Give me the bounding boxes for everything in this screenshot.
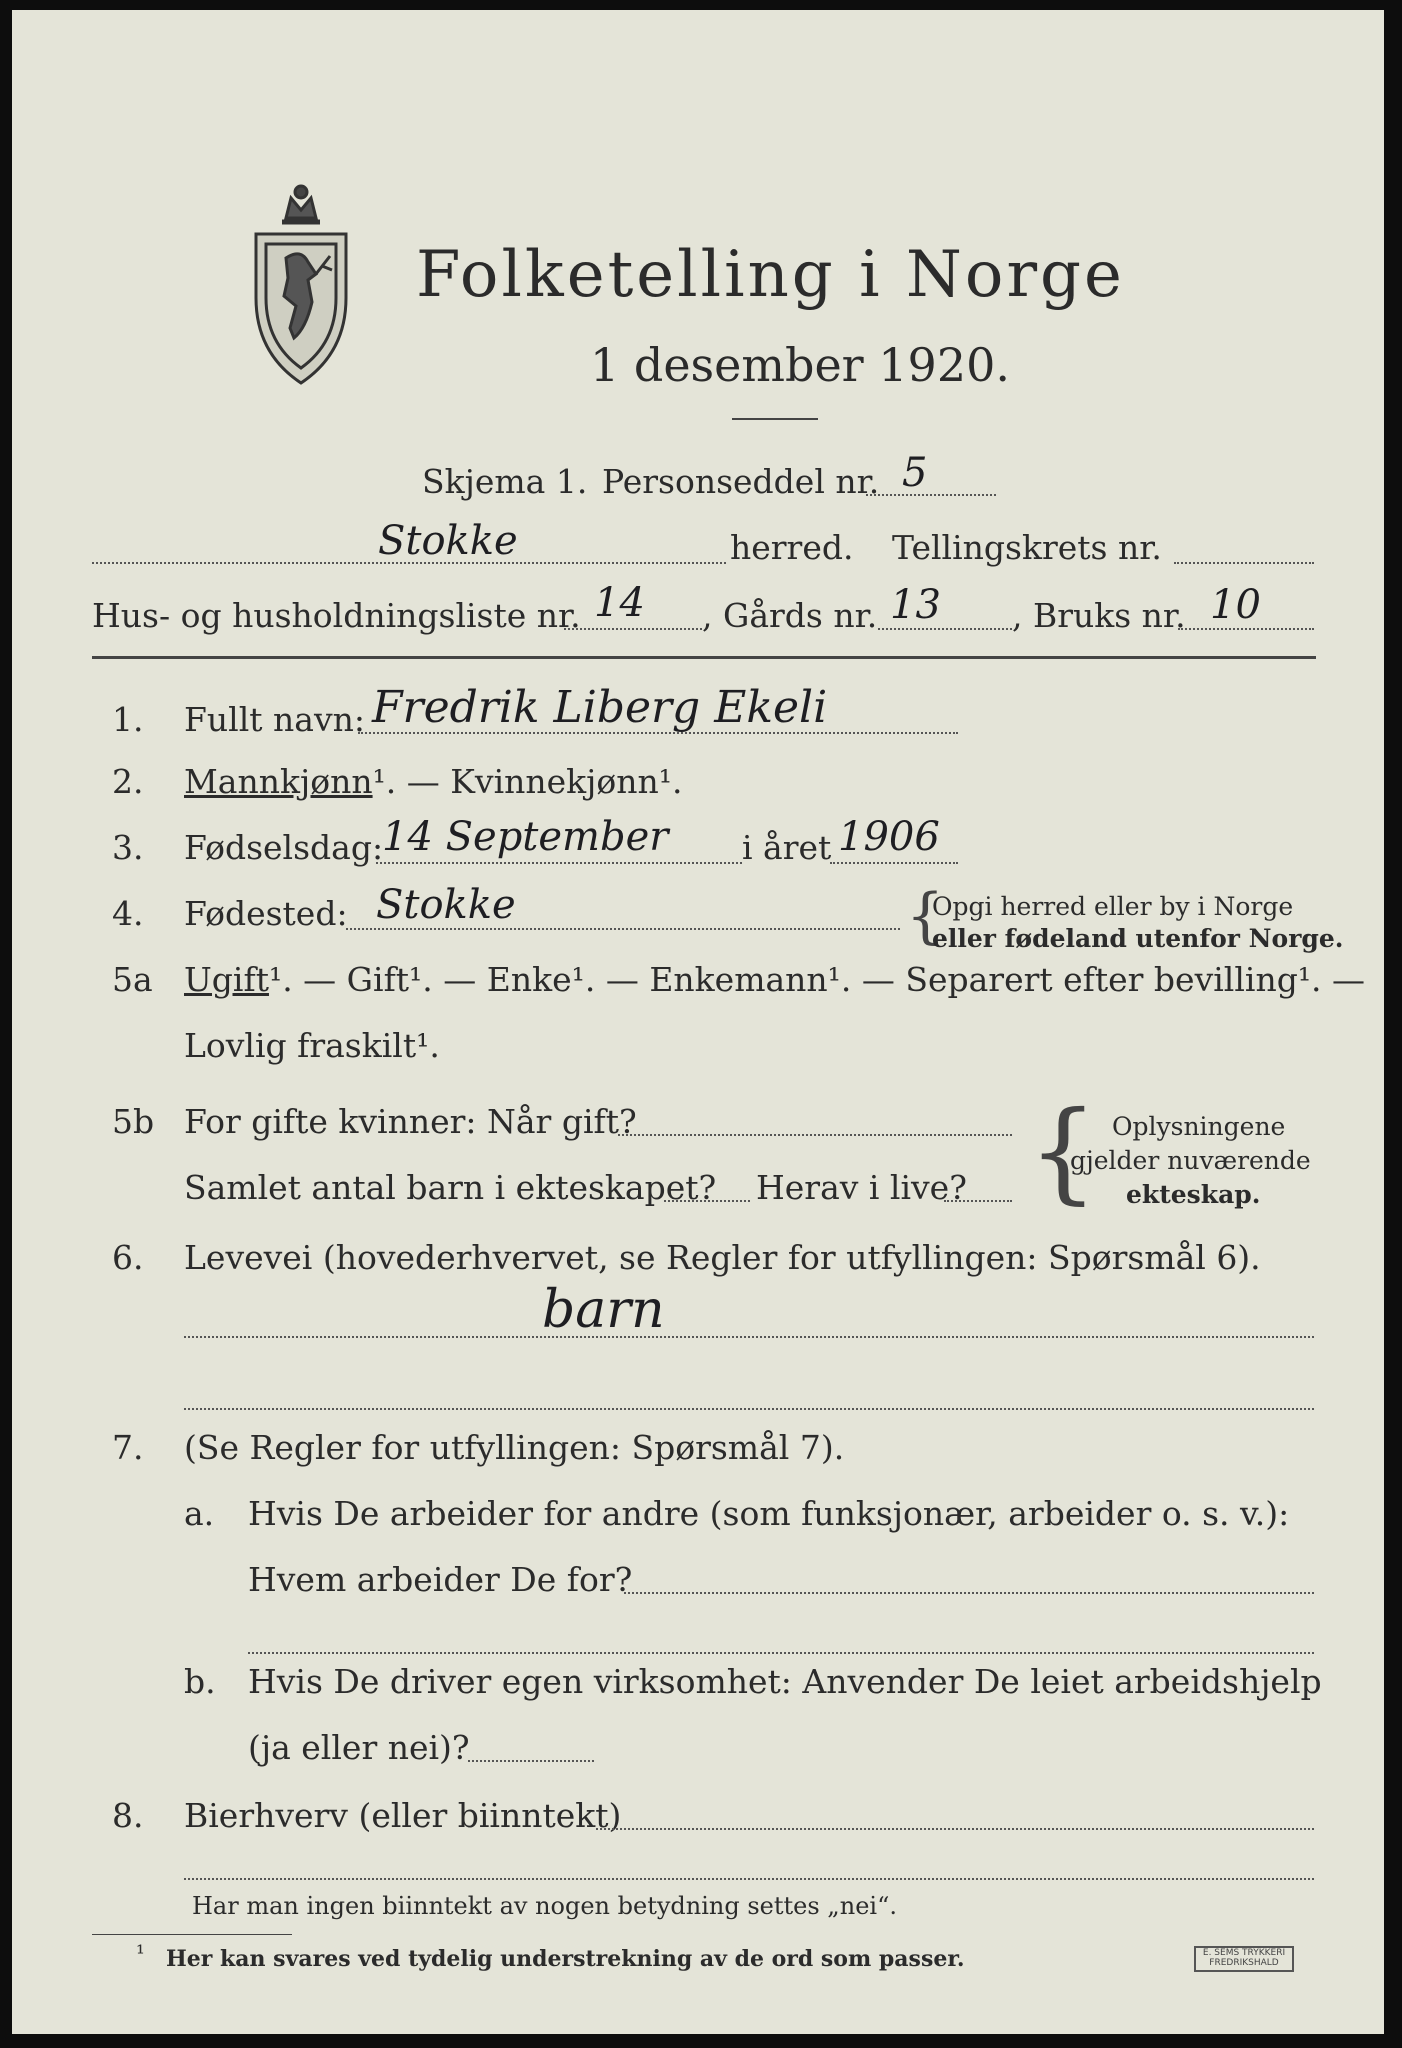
bruks-value: 10 — [1210, 582, 1261, 628]
q2-separator: ¹. — — [372, 762, 451, 801]
census-form-page — [12, 10, 1384, 2034]
q3-label: Fødselsdag: — [184, 828, 384, 867]
q1-value: Fredrik Liberg Ekeli — [372, 682, 828, 733]
personseddel-line — [866, 494, 996, 496]
q4-note-line2: eller fødeland utenfor Norge. — [932, 924, 1344, 953]
form-date: 1 desember 1920. — [590, 338, 1010, 392]
tellingskrets-label: Tellingskrets nr. — [892, 528, 1162, 567]
footnote-text: Her kan svares ved tydelig understrekning av de ord som passer. — [166, 1946, 965, 1972]
header-separator — [92, 656, 1316, 659]
q2-male-option[interactable]: Mannkjønn — [184, 762, 373, 801]
q6-value: barn — [542, 1280, 665, 1340]
norwegian-coat-of-arms-icon — [246, 178, 356, 388]
tellingskrets-line — [1174, 562, 1314, 564]
q7b-line — [468, 1760, 594, 1762]
q5a-options — [184, 960, 1365, 999]
q6-number: 6. — [112, 1238, 144, 1277]
q7b-question: (ja eller nei)? — [248, 1728, 470, 1767]
q6-line2 — [184, 1408, 1314, 1410]
herred-value: Stokke — [378, 518, 518, 564]
q7b-text: Hvis De driver egen virksomhet: Anvender De leiet arbeidshjelp — [248, 1662, 1322, 1701]
q5a-other-options[interactable]: ¹. — Gift¹. — Enke¹. — Enkemann¹. — Separert efter bevilling¹. — — [268, 960, 1366, 999]
q5b-number: 5b — [112, 1102, 155, 1141]
q6-label: Levevei (hovederhvervet, se Regler for utfyllingen: Spørsmål 6). — [184, 1238, 1261, 1277]
q3-number: 3. — [112, 828, 144, 867]
bruks-line — [1178, 628, 1314, 630]
q3-year-value: 1906 — [838, 814, 940, 860]
q4-note-line1: Opgi herred eller by i Norge — [932, 892, 1294, 921]
q7a-letter: a. — [184, 1494, 215, 1533]
q5b-label2: Samlet antal barn i ekteskapet? — [184, 1168, 717, 1207]
q8-line2 — [184, 1878, 1314, 1880]
q5b-note-line2: gjelder nuværende — [1070, 1146, 1311, 1175]
q4-line — [346, 928, 900, 930]
printer-stamp — [1194, 1946, 1294, 1972]
q5a-number: 5a — [112, 960, 153, 999]
q5b-note-line1: Oplysningene — [1112, 1112, 1286, 1141]
footer-note: Har man ingen biinntekt av nogen betydning settes „nei“. — [192, 1892, 897, 1920]
form-title: Folketelling i Norge — [416, 238, 1125, 312]
title-divider — [732, 418, 818, 420]
q2-text — [184, 762, 683, 801]
q6-line1 — [184, 1336, 1314, 1338]
q3-date-value: 14 September — [382, 814, 669, 860]
herred-label: herred. — [730, 528, 854, 567]
q5b-line2 — [664, 1200, 750, 1202]
footer-divider — [92, 1934, 292, 1935]
q7a-text: Hvis De arbeider for andre (som funksjonær, arbeider o. s. v.): — [248, 1494, 1290, 1533]
q8-label: Bierhverv (eller biinntekt) — [184, 1796, 622, 1835]
footnote-number: ¹ — [136, 1942, 145, 1967]
gards-value: 13 — [890, 582, 941, 628]
bruks-label: , Bruks nr. — [1012, 596, 1186, 635]
q5b-note-line3: ekteskap. — [1126, 1180, 1261, 1209]
q3-year-line — [830, 862, 958, 864]
husliste-line — [564, 628, 702, 630]
husliste-label: Hus- og husholdningsliste nr. — [92, 596, 581, 635]
printer-line2: FREDRIKSHALD — [1209, 1958, 1279, 1968]
q5a-line2[interactable]: Lovlig fraskilt¹. — [184, 1026, 440, 1065]
q5a-ugift-option[interactable]: Ugift — [184, 960, 269, 999]
q7a-line1 — [624, 1592, 1314, 1594]
husliste-value: 14 — [594, 580, 645, 626]
q4-label: Fødested: — [184, 894, 348, 933]
q3-date-line — [376, 862, 742, 864]
skjema-label: Skjema 1. — [422, 462, 588, 501]
gards-label: , Gårds nr. — [702, 596, 878, 635]
q4-number: 4. — [112, 894, 144, 933]
q7a-question: Hvem arbeider De for? — [248, 1560, 633, 1599]
q7a-line2 — [248, 1652, 1314, 1654]
q2-female-option[interactable]: Kvinnekjønn¹. — [450, 762, 683, 801]
q5b-note-brace: { — [1028, 1087, 1098, 1215]
printer-line1: E. SEMS TRYKKERI — [1202, 1948, 1286, 1958]
q4-value: Stokke — [376, 882, 516, 928]
personseddel-value: 5 — [902, 450, 928, 496]
q8-line1 — [596, 1828, 1314, 1830]
q5b-line1 — [618, 1134, 1012, 1136]
q1-label: Fullt navn: — [184, 700, 365, 739]
q5b-label1: For gifte kvinner: Når gift? — [184, 1102, 637, 1141]
q1-number: 1. — [112, 700, 144, 739]
gards-line — [878, 628, 1012, 630]
q5b-label3: Herav i live? — [756, 1168, 967, 1207]
q4-note-brace: { — [906, 881, 945, 951]
personseddel-label: Personseddel nr. — [602, 462, 880, 501]
q8-number: 8. — [112, 1796, 144, 1835]
q5b-line3 — [944, 1200, 1012, 1202]
q7-number: 7. — [112, 1428, 144, 1467]
q7b-letter: b. — [184, 1662, 216, 1701]
q2-number: 2. — [112, 762, 144, 801]
q7-label: (Se Regler for utfyllingen: Spørsmål 7). — [184, 1428, 845, 1467]
q3-year-label: i året — [742, 828, 832, 867]
